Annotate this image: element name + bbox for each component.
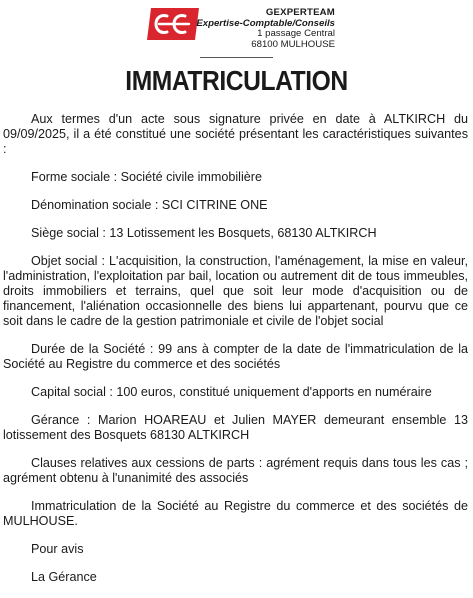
paragraph-denomination: Dénomination sociale : SCI CITRINE ONE (31, 198, 268, 212)
paragraph-objet-social: Objet social : L'acquisition, la construction, l'aménagement, la mise en valeur, l'administration, l'exploitation par bail, location ou autrement dit de tous immeubles, droits immobiliers et terrains, quel que soit leur mode d'acquisition ou de financement, l'aliénation occasionnelle des biens lui appartenant, pourvu que ce soit dans le cadre de la gestion patrimoniale et civile de l'objet social (3, 253, 468, 329)
notice-body (3, 112, 468, 598)
company-name: GEXPERTEAM (265, 7, 335, 18)
paragraph-forme-sociale: Forme sociale : Société civile immobilière (31, 170, 262, 185)
paragraph-siege: Siège social : 13 Lotissement les Bosquets, 68130 ALTKIRCH (31, 225, 377, 240)
company-address-line1: 1 passage Central (257, 28, 335, 40)
letterhead (0, 4, 473, 56)
paragraph-capital: Capital social : 100 euros, constitué uniquement d'apports en numéraire (31, 385, 432, 400)
company-subtitle: Expertise-Comptable/Conseils (196, 17, 335, 29)
intro-paragraph: Aux termes d'un acte sous signature privée en date à ALTKIRCH du 09/09/2025, il a été constitué une société présentant les caractéristiques suivantes : (3, 112, 468, 157)
paragraph-gerance: Gérance : Marion HOAREAU et Julien MAYER demeurant ensemble 13 lotissement des Bosquets 68130 ALTKIRCH (3, 413, 468, 443)
company-logo-icon (145, 6, 201, 42)
paragraph-clauses: Clauses relatives aux cessions de parts : agrément requis dans tous les cas ; agrément obtenu à l'unanimité des associés (3, 456, 468, 486)
paragraph-pour-avis: Pour avis (31, 542, 84, 556)
paragraph-immatriculation: Immatriculation de la Société au Registre du commerce et des sociétés de MULHOUSE. (3, 499, 468, 529)
page-title: IMMATRICULATION (125, 65, 348, 96)
paragraph-duree: Durée de la Société : 99 ans à compter de la date de l'immatriculation de la Société au Registre du commerce et des sociétés (3, 342, 468, 372)
company-block (196, 8, 335, 50)
company-address-line2: 68100 MULHOUSE (251, 38, 335, 50)
divider (200, 57, 273, 58)
paragraph-signature: La Gérance (31, 569, 97, 584)
